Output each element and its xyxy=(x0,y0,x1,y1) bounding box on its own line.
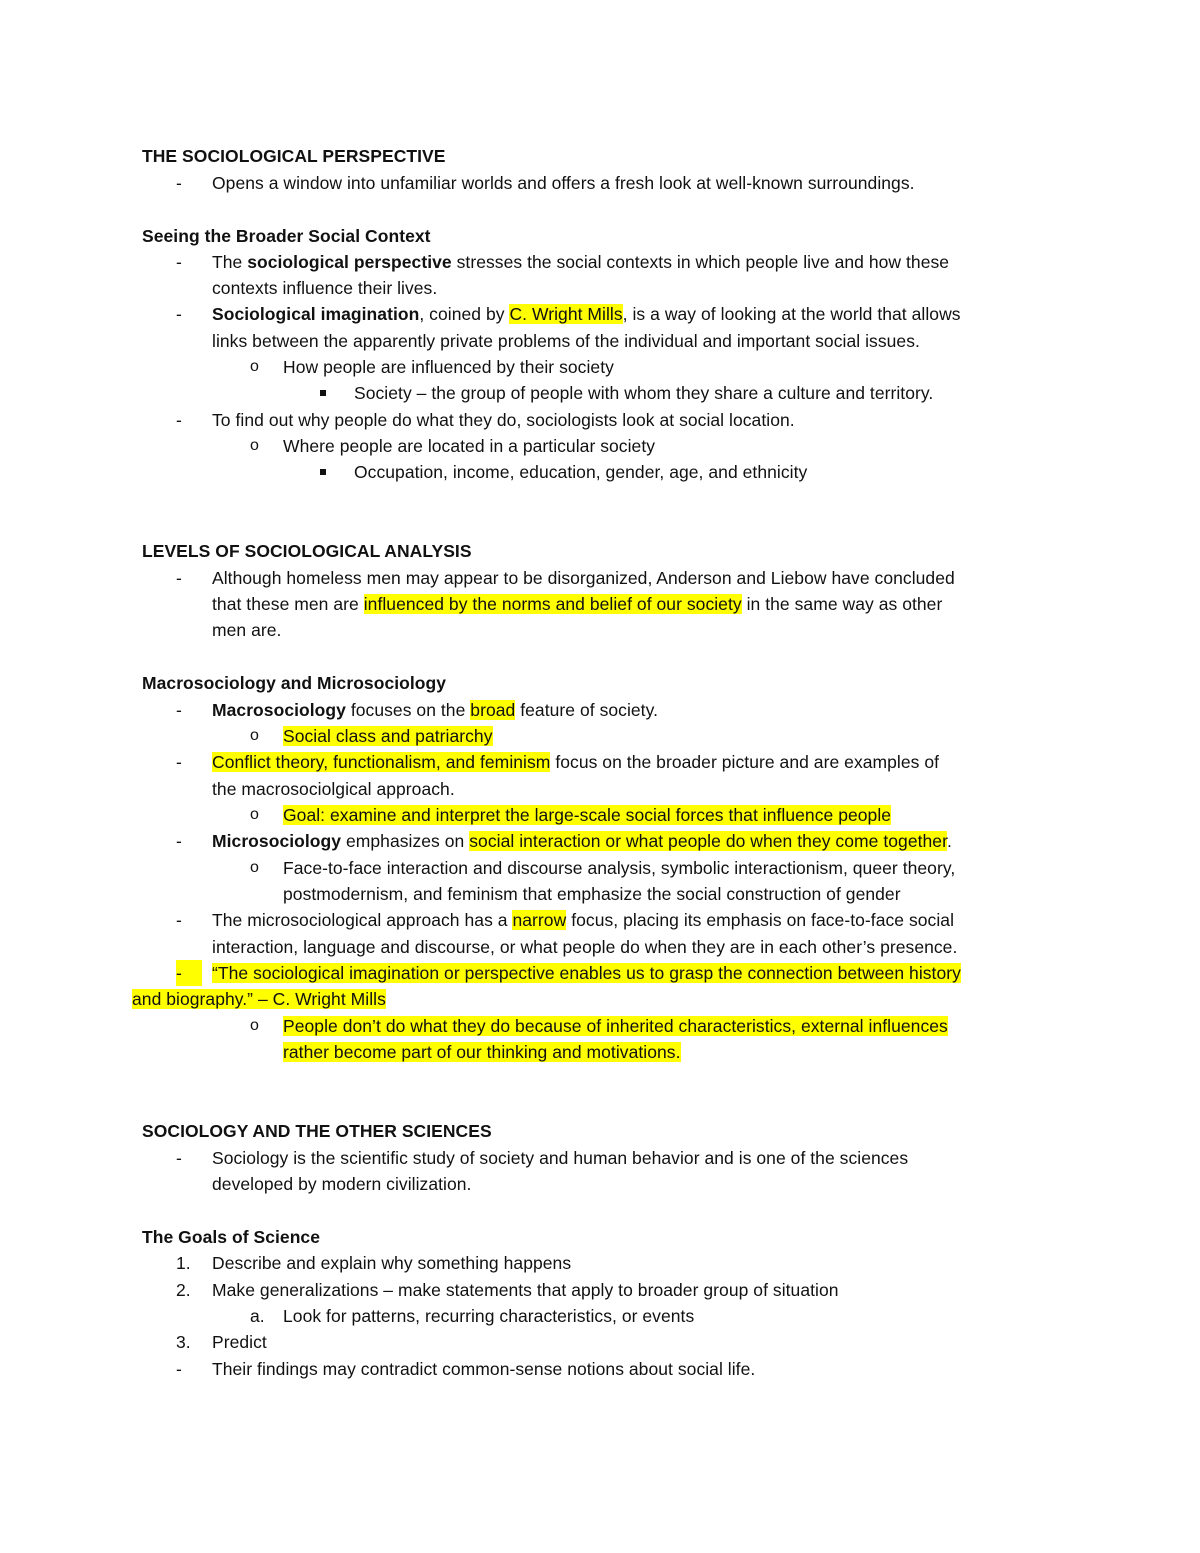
section-heading: Macrosociology and Microsociology xyxy=(142,673,447,693)
text-line xyxy=(212,275,437,301)
section-heading: The Goals of Science xyxy=(142,1227,320,1247)
text-segment: focus, placing its emphasis on face-to-face social xyxy=(566,910,955,930)
text-line xyxy=(283,433,655,459)
dash-bullet: - xyxy=(176,410,182,430)
list-number: 3. xyxy=(176,1332,191,1352)
text-line xyxy=(212,565,955,591)
section-heading: SOCIOLOGY AND THE OTHER SCIENCES xyxy=(142,1121,492,1141)
highlighted-text: Conflict theory, functionalism, and feminism xyxy=(212,752,551,772)
text-segment: Describe and explain why something happens xyxy=(212,1253,572,1273)
text-line xyxy=(283,1013,948,1039)
text-segment: Predict xyxy=(212,1332,267,1352)
text-segment: focus on the broader picture and are examples of xyxy=(550,752,940,772)
text-segment: emphasizes on xyxy=(341,831,470,851)
dash-bullet: - xyxy=(176,1359,182,1379)
text-line xyxy=(212,697,658,723)
text-line xyxy=(354,459,807,485)
text-segment: stresses the social contexts in which people live and how these xyxy=(451,252,950,272)
text-line xyxy=(283,723,493,749)
text-line xyxy=(212,960,961,986)
text-segment: men are. xyxy=(212,620,282,640)
dash-bullet: - xyxy=(176,960,202,986)
text-line xyxy=(212,1171,471,1197)
list-letter: a. xyxy=(250,1306,265,1326)
highlighted-text: rather become part of our thinking and motivations. xyxy=(283,1042,681,1062)
text-line xyxy=(283,354,614,380)
text-segment: Although homeless men may appear to be disorganized, Anderson and Liebow have concluded xyxy=(212,568,955,588)
circle-bullet: o xyxy=(250,1017,259,1034)
text-line xyxy=(212,1329,267,1355)
highlighted-text: Social class and patriarchy xyxy=(283,726,493,746)
text-segment: Look for patterns, recurring characteristics, or events xyxy=(283,1306,695,1326)
highlighted-text: C. Wright Mills xyxy=(509,304,623,324)
text-line xyxy=(212,1277,839,1303)
text-segment: , is a way of looking at the world that allows xyxy=(622,304,961,324)
text-segment: links between the apparently private problems of the individual and important social issues. xyxy=(212,331,920,351)
text-segment: Their findings may contradict common-sense notions about social life. xyxy=(212,1359,756,1379)
text-segment: that these men are xyxy=(212,594,364,614)
text-line xyxy=(212,749,939,775)
text-segment: Opens a window into unfamiliar worlds and offers a fresh look at well-known surroundings. xyxy=(212,173,915,193)
highlighted-text: Goal: examine and interpret the large-scale social forces that influence people xyxy=(283,805,892,825)
text-line xyxy=(212,591,942,617)
text-line xyxy=(283,881,901,907)
highlighted-text: narrow xyxy=(512,910,567,930)
dash-bullet: - xyxy=(176,568,182,588)
square-bullet xyxy=(320,469,326,475)
circle-bullet: o xyxy=(250,727,259,744)
text-line xyxy=(212,1356,755,1382)
dash-bullet: - xyxy=(176,173,182,193)
text-segment: . xyxy=(947,831,952,851)
circle-bullet: o xyxy=(250,437,259,454)
highlighted-text: People don’t do what they do because of inherited characteristics, external influences xyxy=(283,1016,948,1036)
text-line xyxy=(212,617,281,643)
section-heading: LEVELS OF SOCIOLOGICAL ANALYSIS xyxy=(142,541,472,561)
text-segment: interaction, language and discourse, or what people do when they are in each other’s presence. xyxy=(212,937,958,957)
text-segment: Sociology is the scientific study of society and human behavior and is one of the sciences xyxy=(212,1148,909,1168)
text-segment: To find out why people do what they do, sociologists look at social location. xyxy=(212,410,795,430)
text-line xyxy=(283,855,955,881)
text-line xyxy=(212,776,455,802)
text-line xyxy=(212,907,954,933)
text-line xyxy=(212,1145,908,1171)
bold-term: sociological perspective xyxy=(247,252,452,272)
highlighted-text: influenced by the norms and belief of our society xyxy=(363,594,742,614)
square-bullet xyxy=(320,390,326,396)
bold-term: Microsociology xyxy=(212,831,342,851)
text-line xyxy=(132,986,386,1012)
list-number: 2. xyxy=(176,1280,191,1300)
text-line xyxy=(354,380,933,406)
text-line xyxy=(212,170,915,196)
dash-bullet: - xyxy=(176,252,182,272)
text-line xyxy=(212,407,795,433)
section-heading: THE SOCIOLOGICAL PERSPECTIVE xyxy=(142,146,446,166)
text-segment: Society – the group of people with whom they share a culture and territory. xyxy=(354,383,934,403)
text-segment: Make generalizations – make statements that apply to broader group of situation xyxy=(212,1280,839,1300)
text-segment: , coined by xyxy=(419,304,510,324)
text-segment: The microsociological approach has a xyxy=(212,910,513,930)
text-line xyxy=(212,1250,571,1276)
text-segment: Face-to-face interaction and discourse analysis, symbolic interactionism, queer theory, xyxy=(283,858,956,878)
dash-bullet: - xyxy=(176,831,182,851)
text-segment: How people are influenced by their society xyxy=(283,357,614,377)
bold-term: Macrosociology xyxy=(212,700,346,720)
highlighted-text: “The sociological imagination or perspective enables us to grasp the connection between history xyxy=(212,963,961,983)
text-segment: Where people are located in a particular society xyxy=(283,436,656,456)
text-segment: focuses on the xyxy=(345,700,471,720)
text-line xyxy=(212,934,957,960)
circle-bullet: o xyxy=(250,859,259,876)
highlighted-text: and biography.” – C. Wright Mills xyxy=(132,989,386,1009)
bold-term: Sociological imagination xyxy=(212,304,420,324)
circle-bullet: o xyxy=(250,358,259,375)
text-line xyxy=(212,328,920,354)
text-segment: postmodernism, and feminism that emphasize the social construction of gender xyxy=(283,884,901,904)
text-segment: The xyxy=(212,252,248,272)
text-line xyxy=(212,828,952,854)
list-number: 1. xyxy=(176,1253,191,1273)
text-line xyxy=(212,301,961,327)
dash-bullet: - xyxy=(176,700,182,720)
text-segment: the macrosociolgical approach. xyxy=(212,779,455,799)
text-segment: feature of society. xyxy=(515,700,659,720)
highlighted-text: social interaction or what people do when they come together xyxy=(469,831,947,851)
text-segment: contexts influence their lives. xyxy=(212,278,438,298)
circle-bullet: o xyxy=(250,806,259,823)
dash-bullet: - xyxy=(176,1148,182,1168)
section-heading: Seeing the Broader Social Context xyxy=(142,226,431,246)
text-segment: in the same way as other xyxy=(741,594,943,614)
text-segment: developed by modern civilization. xyxy=(212,1174,472,1194)
text-line xyxy=(283,1039,681,1065)
text-line xyxy=(212,249,949,275)
dash-bullet: - xyxy=(176,752,182,772)
dash-bullet: - xyxy=(176,910,182,930)
text-line xyxy=(283,1303,694,1329)
text-segment: Occupation, income, education, gender, age, and ethnicity xyxy=(354,462,808,482)
dash-bullet: - xyxy=(176,304,182,324)
text-line xyxy=(283,802,891,828)
highlighted-text: broad xyxy=(470,700,516,720)
